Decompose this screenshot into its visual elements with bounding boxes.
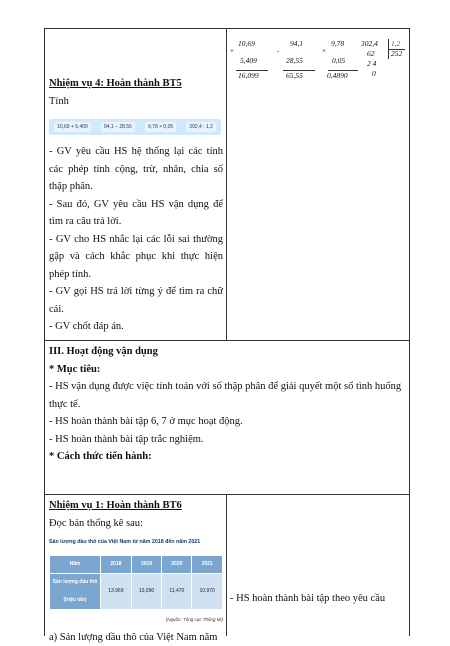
expression-3: 9,78 × 0,05 bbox=[145, 122, 176, 132]
step-line: - GV cho HS nhắc lại các lỗi sai thường gặp và cách khắc phục khi thực hiện phép tính. bbox=[49, 231, 223, 284]
row-label-cell: Sản lượng dầu thô (triệu tấn) bbox=[50, 574, 101, 610]
header-cell: 2019 bbox=[131, 555, 162, 574]
goal-line: - HS vận dụng được việc tính toán với số thập phân để giải quyết một số tình huống thực tế. bbox=[49, 378, 407, 413]
table-source: (Nguồn: Tổng cục Thống kê) bbox=[49, 611, 223, 629]
goal-label: * Mục tiêu: bbox=[49, 361, 407, 379]
header-cell: Năm bbox=[50, 555, 101, 574]
method-label: * Cách thức tiến hành: bbox=[49, 448, 407, 466]
header-cell: 2021 bbox=[192, 555, 223, 574]
oil-output-table bbox=[49, 555, 223, 611]
question-a: a) Sản lượng dầu thô của Việt Nam năm bbox=[49, 629, 223, 646]
table-header-row bbox=[50, 555, 223, 574]
expression-strip bbox=[49, 119, 221, 135]
step-line: - GV gọi HS trả lời từng ý để tìm ra chữ cái. bbox=[49, 283, 223, 318]
table-row bbox=[50, 574, 223, 610]
task1-left-cell bbox=[49, 497, 223, 646]
step-line: - GV yêu cầu HS hệ thống lại các tính các phép tính cộng, trừ, nhân, chia số thập phân. bbox=[49, 143, 223, 196]
table-row-task4 bbox=[44, 28, 410, 341]
task4-subtitle: Tính bbox=[49, 96, 69, 107]
goal-line: - HS hoàn thành bài tập 6, 7 ở mục hoạt động. bbox=[49, 413, 407, 431]
value-cell: 11,470 bbox=[162, 574, 192, 610]
expression-4: 302,4 : 1,2 bbox=[186, 122, 216, 132]
student-activity: - HS hoàn thành bài tập theo yêu cầu bbox=[230, 590, 408, 608]
task4-steps bbox=[49, 143, 223, 336]
calc-addition: + 10,69 5,409 16,099 bbox=[230, 39, 270, 89]
table-caption: Sản lượng dầu thô của Việt Nam từ năm 2018 đến năm 2021 bbox=[49, 534, 223, 552]
task1-right-cell bbox=[230, 590, 408, 608]
task1-intro: Đọc bản thống kê sau: bbox=[49, 515, 223, 533]
value-cell: 10,970 bbox=[192, 574, 223, 610]
expression-2: 94,1 − 28,55 bbox=[101, 122, 135, 132]
calc-subtraction: - 94,1 28,55 65,55 bbox=[277, 39, 317, 89]
task4-title: Nhiệm vụ 4: Hoàn thành BT5 bbox=[49, 78, 182, 89]
lesson-page bbox=[44, 28, 410, 636]
value-cell: 13,969 bbox=[101, 574, 132, 610]
calc-division: 302,4 1,2 252 62 2 4 0 bbox=[361, 39, 407, 99]
table-row-application bbox=[44, 341, 410, 495]
table-row-task1 bbox=[44, 495, 410, 636]
value-cell: 13,090 bbox=[131, 574, 162, 610]
application-section bbox=[49, 343, 407, 466]
step-line: - GV chốt đáp án. bbox=[49, 318, 223, 336]
step-line: - Sau đó, GV yêu cầu HS vận dụng để tìm ra câu trả lời. bbox=[49, 196, 223, 231]
expression-1: 10,69 + 5,409 bbox=[54, 122, 91, 132]
goal-line: - HS hoàn thành bài tập trắc nghiệm. bbox=[49, 431, 407, 449]
task1-title: Nhiệm vụ 1: Hoàn thành BT6 bbox=[49, 497, 223, 515]
header-cell: 2020 bbox=[162, 555, 192, 574]
calc-multiplication: × 9,78 0,05 0,4890 bbox=[322, 39, 362, 89]
header-cell: 2018 bbox=[101, 555, 132, 574]
section-heading: III. Hoạt động vận dụng bbox=[49, 343, 407, 361]
